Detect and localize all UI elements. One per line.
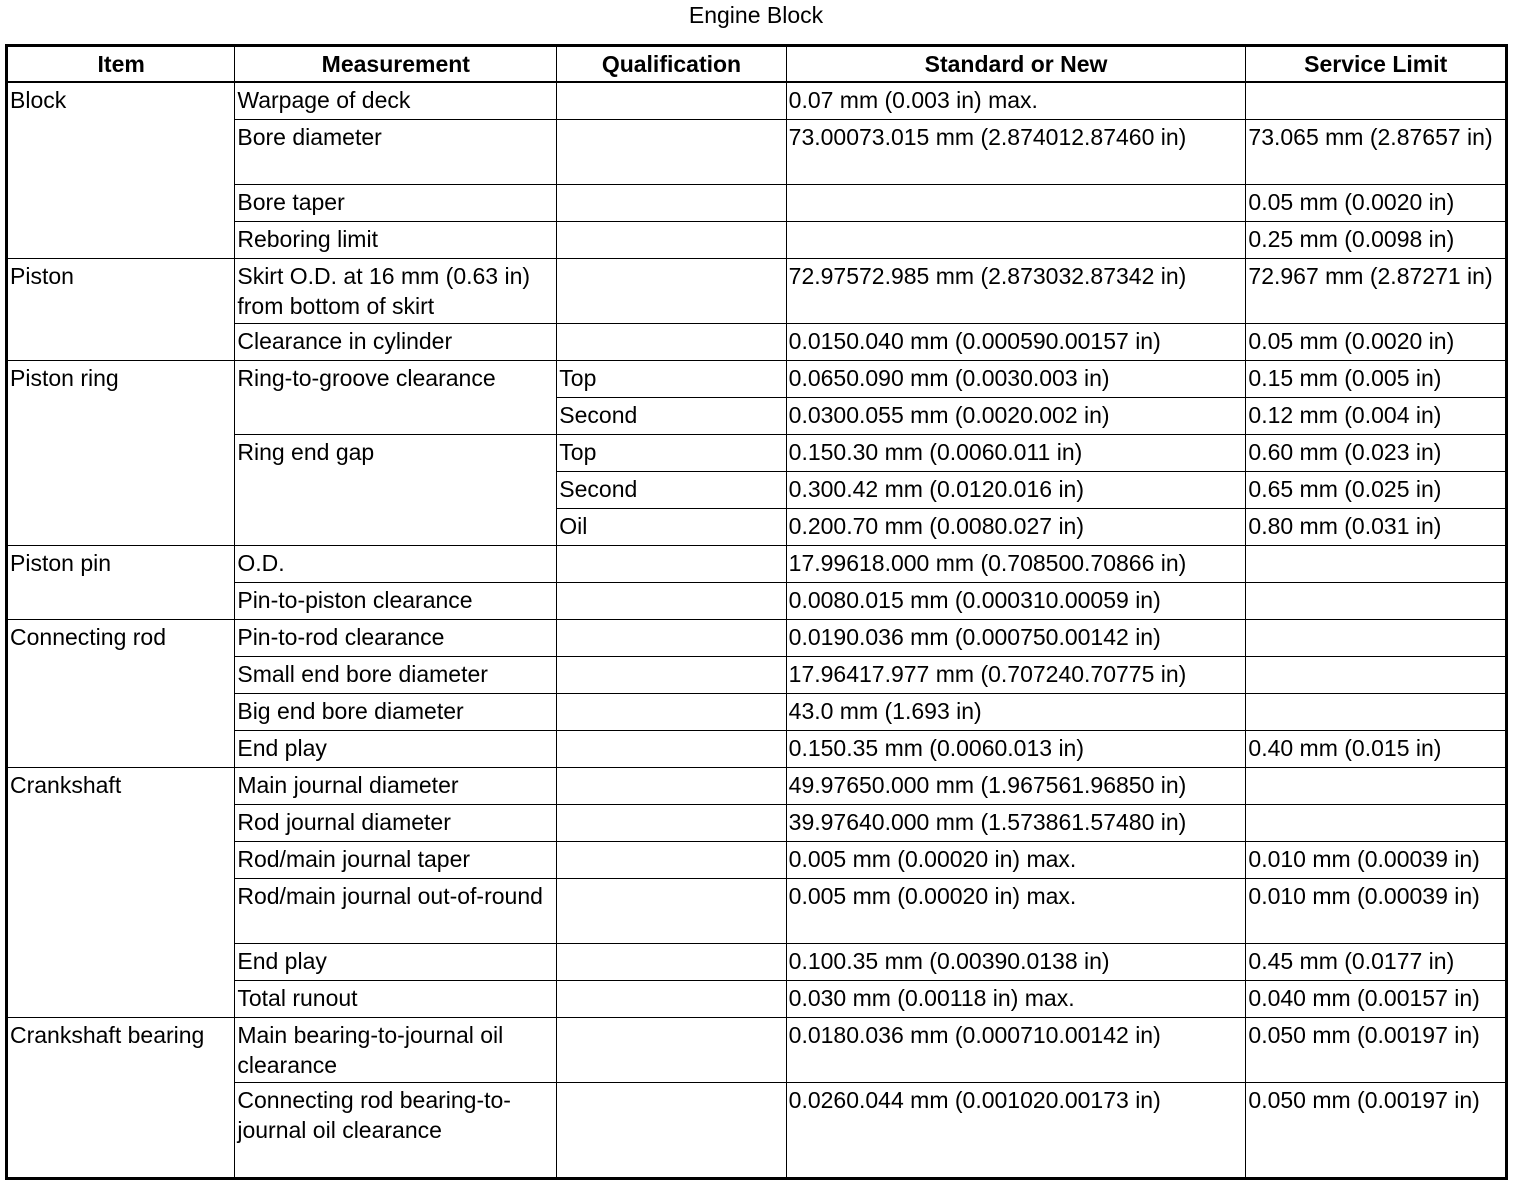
qualification-cell — [557, 222, 786, 259]
qualification-cell — [557, 768, 786, 805]
standard-cell: 0.005 mm (0.00020 in) max. — [786, 879, 1246, 944]
qualification-cell — [557, 981, 786, 1018]
header-standard: Standard or New — [786, 46, 1246, 83]
qualification-cell — [557, 583, 786, 620]
measurement-cell: Rod/main journal out-of-round — [235, 879, 557, 944]
limit-cell — [1246, 768, 1507, 805]
limit-cell — [1246, 583, 1507, 620]
item-cell: Crankshaft — [7, 768, 235, 1018]
measurement-cell: Main bearing-to-journal oil clearance — [235, 1018, 557, 1083]
item-cell: Piston pin — [7, 546, 235, 620]
standard-cell: 72.97572.985 mm (2.873032.87342 in) — [786, 259, 1246, 324]
qualification-cell: Oil — [557, 509, 786, 546]
item-cell: Connecting rod — [7, 620, 235, 768]
qualification-cell — [557, 1083, 786, 1179]
limit-cell: 0.050 mm (0.00197 in) — [1246, 1083, 1507, 1179]
limit-cell: 72.967 mm (2.87271 in) — [1246, 259, 1507, 324]
measurement-cell: Total runout — [235, 981, 557, 1018]
limit-cell — [1246, 694, 1507, 731]
measurement-cell: End play — [235, 731, 557, 768]
table-row — [7, 620, 1507, 657]
item-cell: Block — [7, 82, 235, 259]
qualification-cell: Top — [557, 435, 786, 472]
standard-cell: 0.030 mm (0.00118 in) max. — [786, 981, 1246, 1018]
measurement-cell: Bore taper — [235, 185, 557, 222]
item-cell: Crankshaft bearing — [7, 1018, 235, 1179]
measurement-cell: Pin-to-rod clearance — [235, 620, 557, 657]
table-row — [7, 361, 1507, 398]
standard-cell: 0.300.42 mm (0.0120.016 in) — [786, 472, 1246, 509]
qualification-cell — [557, 944, 786, 981]
limit-cell — [1246, 82, 1507, 120]
standard-cell: 0.0190.036 mm (0.000750.00142 in) — [786, 620, 1246, 657]
qualification-cell — [557, 842, 786, 879]
standard-cell: 0.150.35 mm (0.0060.013 in) — [786, 731, 1246, 768]
standard-cell: 0.0080.015 mm (0.000310.00059 in) — [786, 583, 1246, 620]
header-measurement: Measurement — [235, 46, 557, 83]
measurement-cell: Rod/main journal taper — [235, 842, 557, 879]
qualification-cell — [557, 120, 786, 185]
measurement-cell: Pin-to-piston clearance — [235, 583, 557, 620]
measurement-cell: Rod journal diameter — [235, 805, 557, 842]
limit-cell: 73.065 mm (2.87657 in) — [1246, 120, 1507, 185]
qualification-cell: Second — [557, 398, 786, 435]
qualification-cell — [557, 259, 786, 324]
table-row — [7, 546, 1507, 583]
measurement-cell: Ring-to-groove clearance — [235, 361, 557, 435]
standard-cell: 17.99618.000 mm (0.708500.70866 in) — [786, 546, 1246, 583]
measurement-cell: Reboring limit — [235, 222, 557, 259]
standard-cell: 73.00073.015 mm (2.874012.87460 in) — [786, 120, 1246, 185]
measurement-cell: Main journal diameter — [235, 768, 557, 805]
qualification-cell — [557, 185, 786, 222]
limit-cell — [1246, 546, 1507, 583]
limit-cell: 0.12 mm (0.004 in) — [1246, 398, 1507, 435]
spec-table — [5, 44, 1508, 1180]
standard-cell: 0.150.30 mm (0.0060.011 in) — [786, 435, 1246, 472]
standard-cell — [786, 185, 1246, 222]
qualification-cell — [557, 620, 786, 657]
limit-cell — [1246, 657, 1507, 694]
limit-cell: 0.010 mm (0.00039 in) — [1246, 842, 1507, 879]
measurement-cell: Skirt O.D. at 16 mm (0.63 in) from bottom of skirt — [235, 259, 557, 324]
header-item: Item — [7, 46, 235, 83]
limit-cell: 0.05 mm (0.0020 in) — [1246, 185, 1507, 222]
standard-cell: 0.200.70 mm (0.0080.027 in) — [786, 509, 1246, 546]
table-row — [7, 259, 1507, 324]
standard-cell: 49.97650.000 mm (1.967561.96850 in) — [786, 768, 1246, 805]
measurement-cell: Small end bore diameter — [235, 657, 557, 694]
measurement-cell: Clearance in cylinder — [235, 324, 557, 361]
limit-cell — [1246, 805, 1507, 842]
limit-cell: 0.040 mm (0.00157 in) — [1246, 981, 1507, 1018]
qualification-cell — [557, 82, 786, 120]
qualification-cell — [557, 1018, 786, 1083]
qualification-cell — [557, 694, 786, 731]
qualification-cell — [557, 879, 786, 944]
standard-cell: 0.0260.044 mm (0.001020.00173 in) — [786, 1083, 1246, 1179]
limit-cell — [1246, 620, 1507, 657]
qualification-cell — [557, 805, 786, 842]
qualification-cell: Top — [557, 361, 786, 398]
item-cell: Piston — [7, 259, 235, 361]
limit-cell: 0.45 mm (0.0177 in) — [1246, 944, 1507, 981]
limit-cell: 0.60 mm (0.023 in) — [1246, 435, 1507, 472]
table-row — [7, 768, 1507, 805]
header-service-limit: Service Limit — [1246, 46, 1507, 83]
standard-cell: 0.100.35 mm (0.00390.0138 in) — [786, 944, 1246, 981]
standard-cell — [786, 222, 1246, 259]
limit-cell: 0.15 mm (0.005 in) — [1246, 361, 1507, 398]
limit-cell: 0.05 mm (0.0020 in) — [1246, 324, 1507, 361]
measurement-cell: Big end bore diameter — [235, 694, 557, 731]
limit-cell: 0.65 mm (0.025 in) — [1246, 472, 1507, 509]
measurement-cell: Connecting rod bearing-to-journal oil clearance — [235, 1083, 557, 1179]
standard-cell: 0.0650.090 mm (0.0030.003 in) — [786, 361, 1246, 398]
standard-cell: 0.07 mm (0.003 in) max. — [786, 82, 1246, 120]
measurement-cell: Ring end gap — [235, 435, 557, 546]
standard-cell: 17.96417.977 mm (0.707240.70775 in) — [786, 657, 1246, 694]
qualification-cell: Second — [557, 472, 786, 509]
standard-cell: 0.005 mm (0.00020 in) max. — [786, 842, 1246, 879]
qualification-cell — [557, 546, 786, 583]
table-row — [7, 82, 1507, 120]
qualification-cell — [557, 324, 786, 361]
standard-cell: 0.0300.055 mm (0.0020.002 in) — [786, 398, 1246, 435]
page-title: Engine Block — [688, 2, 824, 28]
standard-cell: 39.97640.000 mm (1.573861.57480 in) — [786, 805, 1246, 842]
standard-cell: 43.0 mm (1.693 in) — [786, 694, 1246, 731]
measurement-cell: O.D. — [235, 546, 557, 583]
standard-cell: 0.0180.036 mm (0.000710.00142 in) — [786, 1018, 1246, 1083]
item-cell: Piston ring — [7, 361, 235, 546]
limit-cell: 0.80 mm (0.031 in) — [1246, 509, 1507, 546]
table-row — [7, 1018, 1507, 1083]
measurement-cell: Bore diameter — [235, 120, 557, 185]
limit-cell: 0.25 mm (0.0098 in) — [1246, 222, 1507, 259]
standard-cell: 0.0150.040 mm (0.000590.00157 in) — [786, 324, 1246, 361]
header-row — [7, 46, 1507, 83]
header-qualification: Qualification — [557, 46, 786, 83]
limit-cell: 0.010 mm (0.00039 in) — [1246, 879, 1507, 944]
qualification-cell — [557, 657, 786, 694]
measurement-cell: Warpage of deck — [235, 82, 557, 120]
limit-cell: 0.050 mm (0.00197 in) — [1246, 1018, 1507, 1083]
measurement-cell: End play — [235, 944, 557, 981]
limit-cell: 0.40 mm (0.015 in) — [1246, 731, 1507, 768]
qualification-cell — [557, 731, 786, 768]
